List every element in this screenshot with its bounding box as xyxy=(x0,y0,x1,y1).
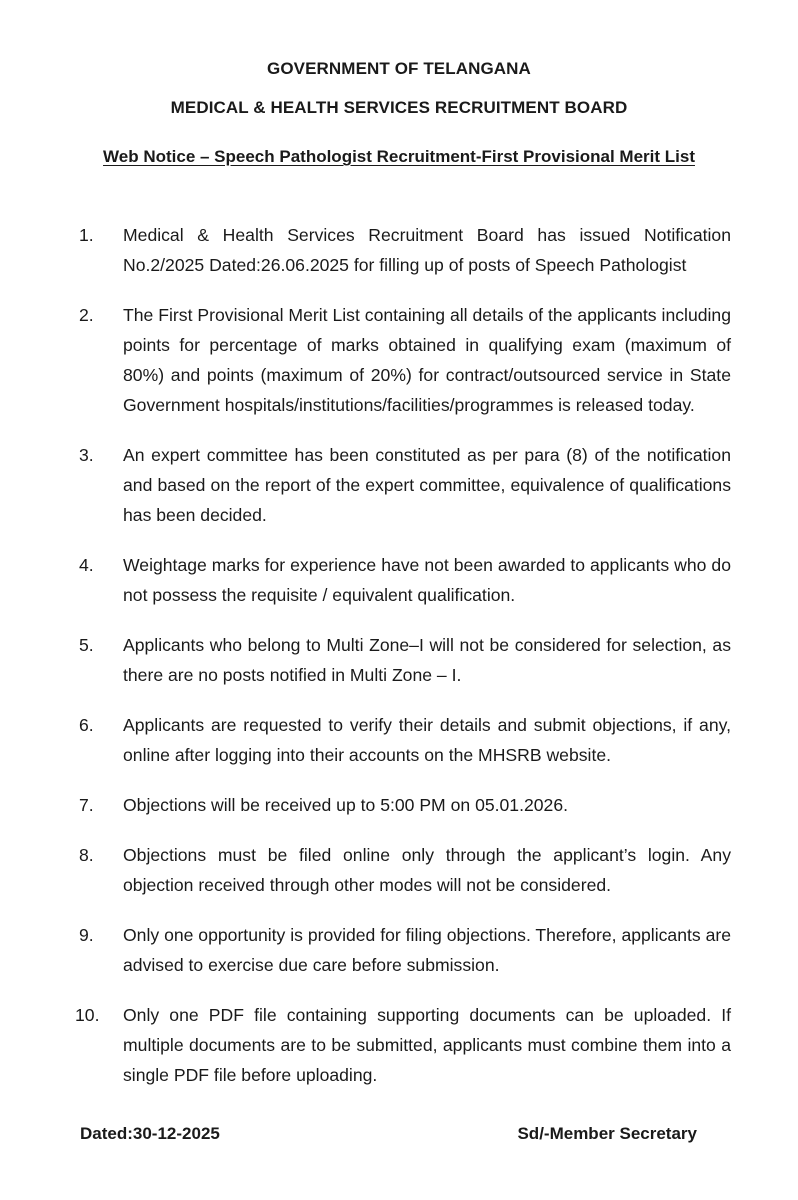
point-text: The First Provisional Merit List containing all details of the applicants including points for percentage of marks obtained in qualifying exam (maximum of 80%) and points (maximum of 20%) for contract/outsourced service in State Government hospitals/institutions/facilities/programmes is released today. xyxy=(123,305,731,415)
point-number: 5. xyxy=(79,635,94,655)
point-number: 9. xyxy=(79,925,94,945)
point-number: 10. xyxy=(75,1005,100,1025)
point-text: Medical & Health Services Recruitment Board has issued Notification No.2/2025 Dated:26.06.2025 for filling up of posts of Speech Pathologist xyxy=(123,225,731,275)
notice-point xyxy=(75,550,731,610)
point-text: Only one opportunity is provided for filing objections. Therefore, applicants are advised to exercise due care before submission. xyxy=(123,925,731,975)
point-number: 6. xyxy=(79,715,94,735)
point-number: 2. xyxy=(79,305,94,325)
point-text: Weightage marks for experience have not been awarded to applicants who do not possess the requisite / equivalent qualification. xyxy=(123,555,731,605)
point-text: Applicants who belong to Multi Zone–I will not be considered for selection, as there are no posts notified in Multi Zone – I. xyxy=(123,635,731,685)
point-number: 7. xyxy=(79,795,94,815)
point-text: Objections will be received up to 5:00 PM on 05.01.2026. xyxy=(123,795,569,815)
notice-point xyxy=(75,1000,731,1090)
point-number: 3. xyxy=(79,445,94,465)
notice-points-list xyxy=(75,220,731,1110)
point-text: An expert committee has been constituted as per para (8) of the notification and based on the report of the expert committee, equivalence of qualifications has been decided. xyxy=(123,445,731,525)
point-text: Objections must be filed online only through the applicant’s login. Any objection received through other modes will not be considered. xyxy=(123,845,731,895)
point-number: 4. xyxy=(79,555,94,575)
notice-point xyxy=(75,920,731,980)
notice-point xyxy=(75,440,731,530)
point-number: 1. xyxy=(79,225,94,245)
notice-subject: Web Notice – Speech Pathologist Recruitment-First Provisional Merit List xyxy=(103,147,695,166)
government-heading: GOVERNMENT OF TELANGANA xyxy=(267,59,531,78)
notice-point xyxy=(75,840,731,900)
notice-point xyxy=(75,710,731,770)
point-text: Only one PDF file containing supporting documents can be uploaded. If multiple documents are to be submitted, applicants must combine them into a single PDF file before uploading. xyxy=(123,1005,731,1085)
point-text: Applicants are requested to verify their details and submit objections, if any, online after logging into their accounts on the MHSRB website. xyxy=(123,715,731,765)
notice-point xyxy=(75,630,731,690)
notice-point xyxy=(75,300,731,420)
board-heading: MEDICAL & HEALTH SERVICES RECRUITMENT BOARD xyxy=(170,98,628,117)
point-number: 8. xyxy=(79,845,94,865)
issue-date: Dated:30-12-2025 xyxy=(80,1124,220,1143)
notice-point xyxy=(75,220,731,280)
signatory: Sd/-Member Secretary xyxy=(517,1124,697,1143)
notice-point xyxy=(75,790,731,820)
